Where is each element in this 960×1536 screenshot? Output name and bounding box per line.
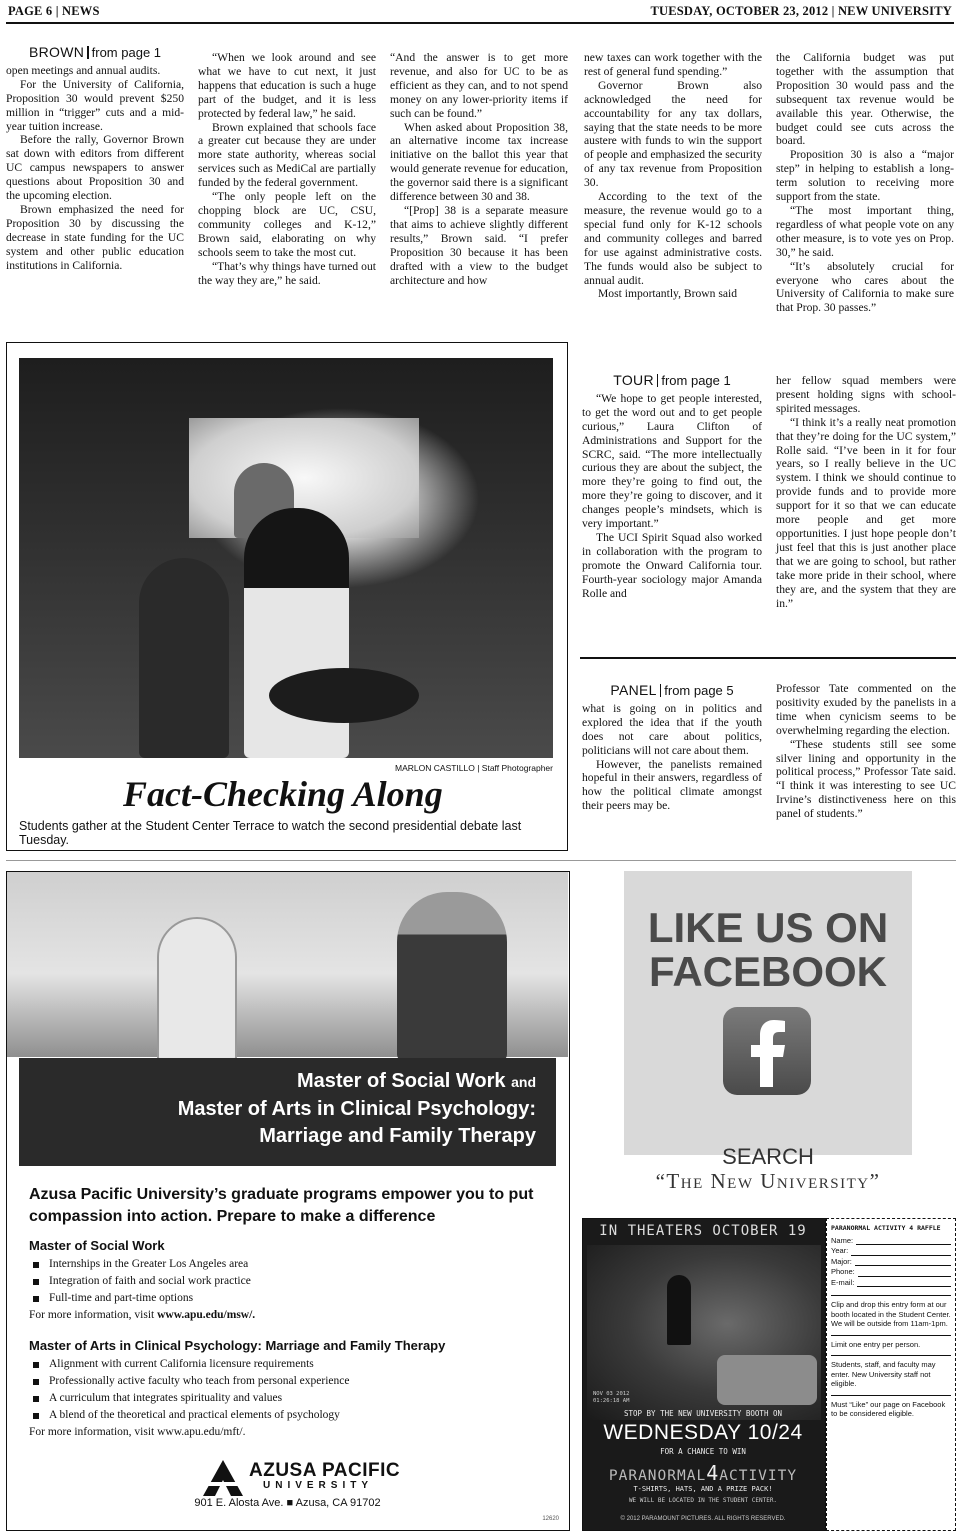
- movie-title: PARANORMAL4ACTIVITY: [608, 1461, 798, 1485]
- raffle-email-field[interactable]: E-mail:: [831, 1278, 951, 1288]
- therapist-figure: [397, 892, 507, 1062]
- movie-poster: [582, 1218, 826, 1531]
- brown-col-4: new taxes can work together with the rest of general fund spending.” Governor Brown also acknowledged the need for accountability for any tax dollars, saying that the state needs to be more austere with funds to win the support of people and emphasized the security of any tax revenue from Proposition 30. According to the text of the measure, the revenue would go to a special fund only for K-12 schools and community colleges and barred for use against administrative costs. The funds would also be subject to annual audit. Most importantly, Brown said: [584, 51, 762, 301]
- bed-figure: [717, 1355, 817, 1405]
- backpack: [269, 668, 419, 723]
- movie-prizes: T-SHIRTS, HATS, AND A PRIZE PACK!: [633, 1485, 773, 1493]
- facebook-search-label: SEARCH: [722, 1144, 814, 1169]
- brown-col-5: the California budget was put together with the assumption that Proposition 30 would pass and the subsequent tax revenue would be available this year. Otherwise, the budget could see cuts across the board. Proposition 30 is also a “major step” in helping to establish a long-term solution to receiving more support from the state. “The most important thing, regardless of what people vote on any other measure, is to vote yes on Prop. 30,” he said. “It’s absolutely crucial for everyone who cares about the University of California to make sure that Prop. 30 passes.”: [776, 51, 954, 315]
- raffle-phone-field[interactable]: Phone:: [831, 1267, 951, 1277]
- movie-event-date: WEDNESDAY 10/24: [603, 1421, 803, 1444]
- ad-divider: [6, 860, 956, 861]
- raffle-rule-4: Must “Like” our page on Facebook to be considered eligible.: [831, 1395, 951, 1419]
- ad-code: 12620: [542, 1516, 559, 1522]
- movie-still: [587, 1245, 821, 1420]
- apu-banner: Master of Social Work and Master of Arts in Clinical Psychology: Marriage and Family Therapy: [19, 1058, 556, 1166]
- camera-timestamp: NOV 03 2012 01:26:18 AM: [593, 1391, 630, 1404]
- movie-theater-date: IN THEATERS OCTOBER 19: [599, 1223, 807, 1239]
- movie-stop-by: STOP BY THE NEW UNIVERSITY BOOTH ON: [623, 1409, 783, 1418]
- raffle-year-field[interactable]: Year:: [831, 1246, 951, 1256]
- apu-ad: Master of Social Work and Master of Arts in Clinical Psychology: Marriage and Family Therapy Azusa Pacific University’s graduate programs empower you to put compassion into action. Prepare to make a difference Master of Social Work Internships in the Greater Los Angeles area Integration of faith and social work practice Full-time and part-time options For more information, visit www.apu.edu/msw/. Master of Arts in Clinical Psychology: Marriage and Family Therapy Alignment with current California licensure requirements Professionally active faculty who teach from personal experience A curriculum that integrates spirituality and values A blend of the theoretical and practical elements of psychology For more information, visit www.apu.edu/mft/. AZUSA PACIFIC UNIVERSITY 901 E. Alosta Ave. ■ Azusa, CA 91702 12620: [6, 871, 570, 1531]
- photo-feature: [6, 342, 568, 851]
- facebook-icon[interactable]: [723, 1007, 811, 1095]
- girl-figure: [157, 917, 237, 1067]
- facebook-f-icon: [723, 1007, 811, 1095]
- brown-col-1: BROWN from page 1 open meetings and annual audits. For the University of California, Proposition 30 would prevent $250 million in “trigger” cuts and a mid-year tuition increase. Before the rally, Governor Brown sat down with editors from different UC campus newspapers to answer questions about Proposition 30 and the upcoming election. Brown emphasized the need for Proposition 30 by discussing the decrease in state funding for the UC system and other public education institutions in California.: [6, 44, 184, 272]
- tour-jump-label: TOUR from page 1: [613, 372, 731, 388]
- raffle-title: PARANORMAL ACTIVITY 4 RAFFLE: [831, 1224, 941, 1232]
- raffle-name-field[interactable]: Name:: [831, 1236, 951, 1246]
- debate-photo: [19, 358, 553, 758]
- page-label: PAGE 6 | NEWS: [8, 4, 100, 18]
- movie-chance: FOR A CHANCE TO WIN: [660, 1447, 746, 1456]
- brown-col-2: “When we look around and see what we have to cut next, it just happens that education is such a huge part of the budget, and it is less protected by federal law,” he said. Brown explained that schools face a greater cut because they are under more state authority, whereas social services such as MediCal are partially funded by the federal government. “The only people left on the chopping block are UC, CSU, community colleges and K-12,” Brown said, elaborating on why schools seem to take the most cut. “That’s why things have turned out the way they are,” he said.: [198, 51, 376, 287]
- photo-credit: MARLON CASTILLO | Staff Photographer: [395, 763, 553, 773]
- raffle-rule-1: Clip and drop this entry form at our booth located in the Student Center. We will be outside from 11am-1pm.: [831, 1295, 951, 1329]
- raffle-major-field[interactable]: Major:: [831, 1257, 951, 1267]
- movie-copyright: © 2012 PARAMOUNT PICTURES. ALL RIGHTS RESERVED.: [620, 1516, 786, 1522]
- tour-col-2: her fellow squad members were present holding signs with school-spirited messages. “I think it’s a really neat promotion that they’re doing for the UC system,” Rolle said. “I’ve been in it for four years, so I really believe in the UC system. I think we should continue to provide funds and to provide more support for it so that we can educate more people and get more opportunities. I just hope people don’t just feel that this is just another place that we are going to school, but rather take more pride in their school, where they are, and the system that they are in.”: [776, 374, 956, 610]
- facebook-headline: LIKE US ON FACEBOOK: [647, 904, 889, 995]
- facebook-search-term: “The New University”: [655, 1169, 881, 1193]
- apu-intro: Azusa Pacific University’s graduate programs empower you to put compassion into action. Prepare to make a difference: [29, 1186, 534, 1225]
- student-left: [139, 558, 229, 758]
- apu-address: 901 E. Alosta Ave. ■ Azusa, CA 91702: [194, 1497, 381, 1509]
- movie-location: WE WILL BE LOCATED IN THE STUDENT CENTER.: [628, 1497, 778, 1504]
- panel-jump-label: PANEL from page 5: [610, 682, 734, 698]
- apu-logo-mark: [203, 1460, 243, 1496]
- raffle-rule-3: Students, staff, and faculty may enter. New University staff not eligible.: [831, 1355, 951, 1389]
- panel-col-2: Professor Tate commented on the positivity exuded by the panelists in a time when cynicism seems to be overwhelming regarding the election. “These students still see some silver lining and opportunity in the political process,” Professor Tate said. “I think it was interesting to see UC Irvine’s distinctiveness here on this panel of students.”: [776, 682, 956, 821]
- photo-caption: Students gather at the Student Center Terrace to watch the second presidential debate last Tuesday.: [19, 819, 522, 847]
- ghost-figure: [667, 1275, 691, 1345]
- raffle-rule-2: Limit one entry per person.: [831, 1335, 951, 1350]
- brown-col-3: “And the answer is to get more revenue, and also for UC to be as efficient as they can, and to not spend money on any lower-priority items if such can be found.” When asked about Proposition 38, an alternative income tax increase initiative on the ballot this year that would generate revenue for education, the governor said there is a significant difference between 30 and 38. “[Prop] 38 is a separate measure that aims to achieve slightly different results,” Brown said. “I prefer Proposition 30 because it has been drafted with a view to the budget architecture and how: [390, 51, 569, 287]
- issue-date: TUESDAY, OCTOBER 23, 2012 | NEW UNIVERSITY: [650, 4, 952, 18]
- panel-col-1: PANEL from page 5 what is going on in politics and explored the idea that if the youth does not care about politics, politicians will not care about them. However, the panelists remained hopeful in their answers, regardless of how the political climate amongst their peers may be.: [582, 682, 762, 813]
- apu-photo: [7, 872, 568, 1057]
- tour-panel-divider: [580, 657, 956, 659]
- photo-headline: Fact-Checking Along: [123, 774, 443, 814]
- brown-jump-label: BROWN from page 1: [28, 44, 162, 60]
- raffle-form: [826, 1218, 956, 1531]
- msw-link[interactable]: www.apu.edu/msw/.: [157, 1309, 256, 1321]
- mft-link[interactable]: For more information, visit www.apu.edu/mft/.: [29, 1426, 246, 1438]
- apu-mft-section: Master of Arts in Clinical Psychology: Marriage and Family Therapy Alignment with current California licensure requirements Professionally active faculty who teach from personal experience A curriculum that integrates spirituality and values A blend of the theoretical and practical elements of psychology For more information, visit www.apu.edu/mft/.: [29, 1338, 549, 1441]
- header-rule: [6, 22, 954, 24]
- apu-msw-section: Master of Social Work Internships in the Greater Los Angeles area Integration of faith and social work practice Full-time and part-time options For more information, visit www.apu.edu/msw/.: [29, 1238, 549, 1324]
- tour-col-1: TOUR from page 1 “We hope to get people interested, to get the word out and to get people curious,” Laura Clifton of Administrations and Support for the SCRC, said. “The more intellectually curious they are about the subject, the more they’re going to find out, the more they’re going to discover, and it changes people’s mindsets, which is very important.” The UCI Spirit Squad also worked in collaboration with the program to promote the Onward California tour. Fourth-year sociology major Amanda Rolle and: [582, 372, 762, 600]
